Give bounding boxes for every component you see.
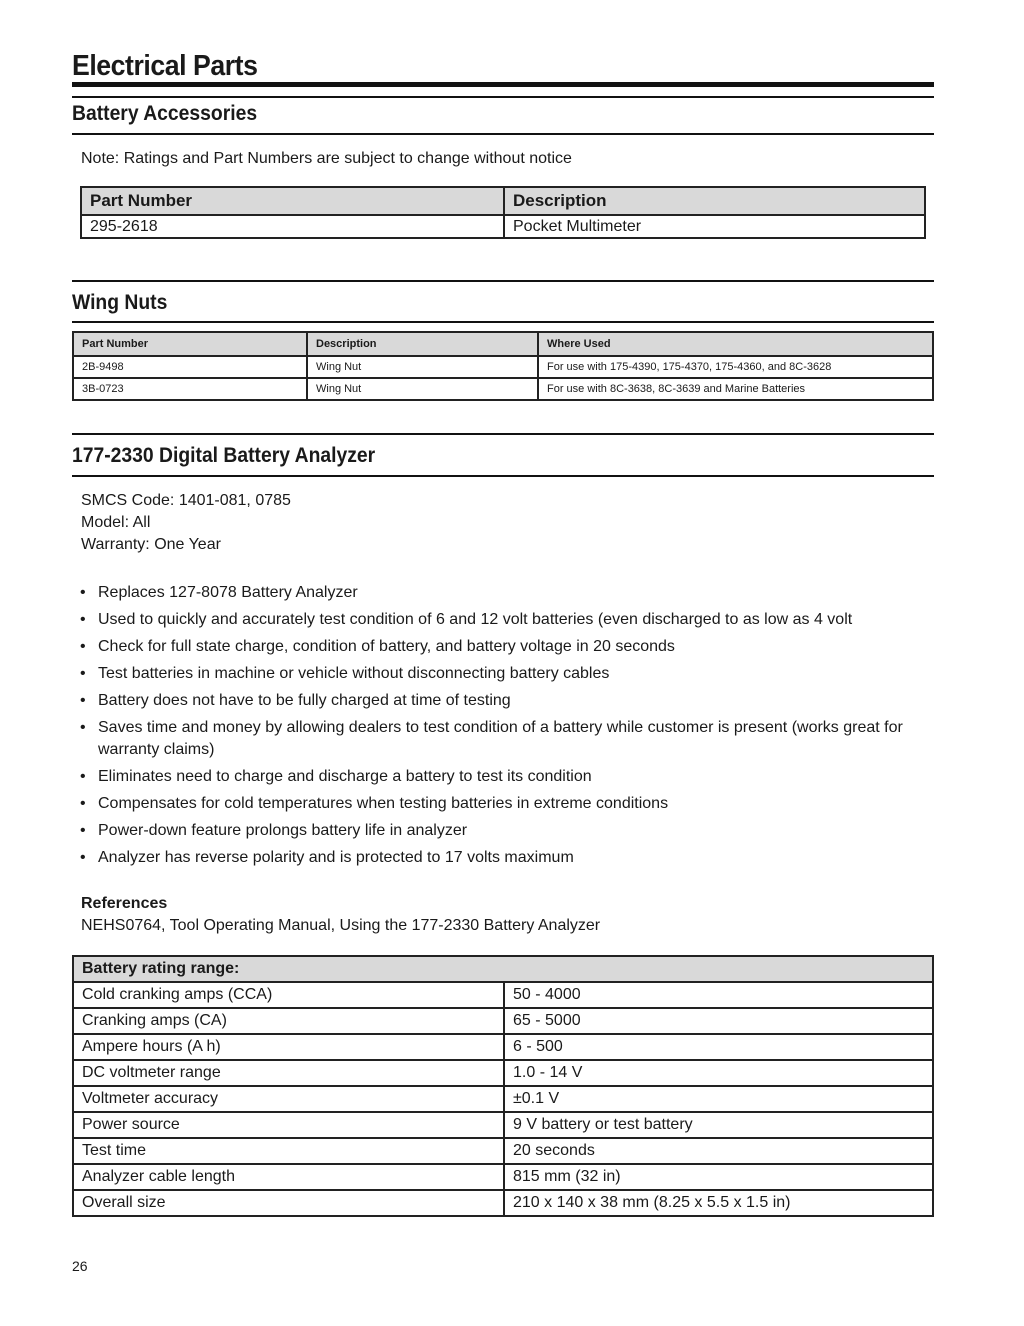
list-item [80, 847, 930, 869]
list-item [80, 766, 930, 788]
analyzer-heading: 177-2330 Digital Battery Analyzer [72, 444, 376, 467]
model-line: Model: All [81, 514, 151, 531]
spec-label-cell: Test time [73, 1138, 504, 1164]
references-text: NEHS0764, Tool Operating Manual, Using the 177-2330 Battery Analyzer [81, 917, 601, 934]
analyzer-info [81, 490, 291, 556]
table-row [73, 1138, 933, 1164]
section-rule [72, 133, 934, 135]
references-heading: References [81, 895, 168, 912]
bullet-icon: • [80, 692, 86, 709]
table-row [73, 1086, 933, 1112]
spec-value-cell: 20 seconds [504, 1138, 933, 1164]
ratings-note: Note: Ratings and Part Numbers are subject to change without notice [81, 150, 572, 167]
battery-rating-table [72, 955, 934, 1217]
list-item [80, 717, 930, 761]
spec-label-cell: Analyzer cable length [73, 1164, 504, 1190]
table-row [81, 215, 925, 238]
list-item-text: Check for full state charge, condition of battery, and battery voltage in 20 seconds [98, 638, 675, 655]
bullet-icon: • [80, 611, 86, 628]
part-number-cell: 3B-0723 [73, 378, 307, 400]
spec-label-cell: Cranking amps (CA) [73, 1008, 504, 1034]
battery-accessories-heading: Battery Accessories [72, 102, 258, 125]
list-item-text: Analyzer has reverse polarity and is protected to 17 volts maximum [98, 849, 574, 866]
wing-nuts-heading: Wing Nuts [72, 291, 168, 314]
bullet-icon: • [80, 638, 86, 655]
spec-value-cell: 210 x 140 x 38 mm (8.25 x 5.5 x 1.5 in) [504, 1190, 933, 1216]
spec-value-cell: 1.0 - 14 V [504, 1060, 933, 1086]
bullet-icon: • [80, 719, 86, 736]
section-rule [72, 280, 934, 282]
bullet-icon: • [80, 584, 86, 601]
list-item-text: Replaces 127-8078 Battery Analyzer [98, 584, 358, 601]
table-row [73, 1060, 933, 1086]
column-header-part-number: Part Number [81, 187, 504, 215]
table-row [73, 1008, 933, 1034]
spec-value-cell: ±0.1 V [504, 1086, 933, 1112]
list-item [80, 690, 930, 712]
spec-label-cell: Voltmeter accuracy [73, 1086, 504, 1112]
spec-value-cell: 65 - 5000 [504, 1008, 933, 1034]
column-header-where-used: Where Used [538, 332, 933, 356]
list-item-text: Battery does not have to be fully charged at time of testing [98, 692, 511, 709]
bullet-icon: • [80, 665, 86, 682]
bullet-icon: • [80, 822, 86, 839]
list-item-text: Power-down feature prolongs battery life in analyzer [98, 822, 468, 839]
section-rule [72, 96, 934, 98]
table-header-row [81, 187, 925, 215]
table-row [73, 982, 933, 1008]
spec-label-cell: Cold cranking amps (CCA) [73, 982, 504, 1008]
bullet-icon: • [80, 768, 86, 785]
smcs-code: SMCS Code: 1401-081, 0785 [81, 492, 291, 509]
list-item-text: Used to quickly and accurately test condition of 6 and 12 volt batteries (even discharged to as low as 4 volt [98, 611, 853, 628]
warranty-line: Warranty: One Year [81, 536, 221, 553]
section-rule [72, 321, 934, 323]
spec-value-cell: 6 - 500 [504, 1034, 933, 1060]
wing-nuts-table [72, 331, 934, 401]
table-row [73, 1164, 933, 1190]
list-item-text: Compensates for cold temperatures when testing batteries in extreme conditions [98, 795, 669, 812]
spec-label-cell: Power source [73, 1112, 504, 1138]
column-header-description: Description [307, 332, 538, 356]
list-item [80, 793, 930, 815]
section-rule [72, 475, 934, 477]
battery-accessories-table [80, 186, 926, 239]
spec-value-cell: 50 - 4000 [504, 982, 933, 1008]
table-row [73, 1034, 933, 1060]
where-used-cell: For use with 8C-3638, 8C-3639 and Marine Batteries [538, 378, 933, 400]
column-header-description: Description [504, 187, 925, 215]
bullet-icon: • [80, 849, 86, 866]
list-item [80, 582, 930, 604]
page-title: Electrical Parts [72, 50, 258, 82]
table-row [73, 1112, 933, 1138]
bullet-icon: • [80, 795, 86, 812]
table-row [73, 378, 933, 400]
description-cell: Wing Nut [307, 356, 538, 378]
spec-label-cell: Ampere hours (A h) [73, 1034, 504, 1060]
list-item [80, 636, 930, 658]
spec-value-cell: 9 V battery or test battery [504, 1112, 933, 1138]
table-header-row [73, 956, 933, 982]
description-cell: Pocket Multimeter [504, 215, 925, 238]
title-rule [72, 82, 934, 87]
spec-value-cell: 815 mm (32 in) [504, 1164, 933, 1190]
list-item [80, 820, 930, 842]
where-used-cell: For use with 175-4390, 175-4370, 175-4360, and 8C-3628 [538, 356, 933, 378]
table-header-row [73, 332, 933, 356]
rating-range-header: Battery rating range: [73, 956, 933, 982]
column-header-part-number: Part Number [73, 332, 307, 356]
table-row [73, 1190, 933, 1216]
part-number-cell: 295-2618 [81, 215, 504, 238]
list-item [80, 663, 930, 685]
list-item [80, 609, 930, 631]
section-rule [72, 433, 934, 435]
part-number-cell: 2B-9498 [73, 356, 307, 378]
feature-list [80, 582, 930, 874]
list-item-text: Eliminates need to charge and discharge a battery to test its condition [98, 768, 592, 785]
description-cell: Wing Nut [307, 378, 538, 400]
spec-label-cell: Overall size [73, 1190, 504, 1216]
page-number: 26 [72, 1258, 88, 1274]
list-item-text: Saves time and money by allowing dealers to test condition of a battery while customer is present (works great for warranty claims) [98, 719, 903, 758]
list-item-text: Test batteries in machine or vehicle without disconnecting battery cables [98, 665, 610, 682]
table-row [73, 356, 933, 378]
spec-label-cell: DC voltmeter range [73, 1060, 504, 1086]
